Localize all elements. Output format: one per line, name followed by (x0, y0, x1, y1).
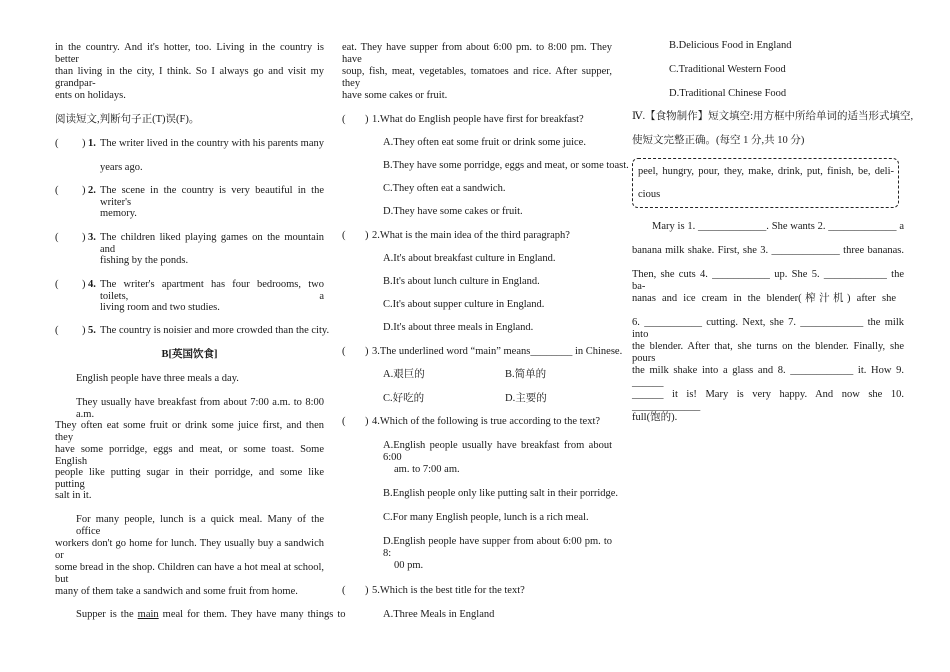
tf-question-cont: living room and two studies. (100, 302, 220, 313)
passage-text: Supper is the (76, 609, 138, 620)
tf-question-cont: memory. (100, 208, 137, 219)
answer-paren-close: ) (82, 325, 86, 336)
mc-option: D.Traditional Chinese Food (669, 88, 787, 99)
passage-line: people like putting sugar in their porridge, and some like putting (55, 467, 324, 490)
mc-option: A.Three Meals in England (383, 609, 495, 620)
cloze-line: nanas and ice cream in the blender(榨汁机) after she (632, 293, 896, 304)
mc-option: C.好吃的 (383, 393, 425, 404)
tf-question: The country is noisier and more crowded than the city. (100, 325, 330, 336)
mc-option-cont: am. to 7:00 am. (394, 464, 460, 475)
mc-option: D.English people have supper from about 6:00 pm. to 8: (383, 536, 612, 559)
answer-paren-open: ( (342, 346, 346, 357)
tf-question: The scene in the country is very beautiful in the writer's (100, 185, 324, 208)
mc-question: 2.What is the main idea of the third paragraph? (372, 230, 570, 241)
passage-line: For many people, lunch is a quick meal. Many of the office (76, 514, 324, 537)
answer-paren-close: ) (82, 279, 86, 290)
mc-option: D.They have some cakes or fruit. (383, 206, 523, 217)
mc-option: B.They have some porridge, eggs and meat, or some toast. (383, 160, 629, 171)
tf-question-number: 3. (88, 232, 96, 243)
answer-paren-close: ) (82, 138, 86, 149)
mc-option: D.It's about three meals in England. (383, 322, 534, 333)
tf-question: The writer's apartment has four bedrooms, two toilets, a (100, 279, 324, 302)
section-b-title: B[英国饮食] (161, 349, 218, 360)
mc-option: A.艰巨的 (383, 369, 425, 380)
mc-option: A.It's about breakfast culture in England. (383, 253, 556, 264)
mc-option: C.It's about supper culture in England. (383, 299, 545, 310)
cloze-line: full(饱的). (632, 412, 678, 423)
mc-question: 5.Which is the best title for the text? (372, 585, 525, 596)
answer-paren-close: ) (365, 346, 369, 357)
answer-paren-close: ) (82, 232, 86, 243)
mc-question: 4.Which of the following is true according to the text? (372, 416, 601, 427)
mc-option: A.They often eat some fruit or drink some juice. (383, 137, 586, 148)
mc-question: 3.The underlined word “main” means________ in Chinese. (372, 346, 623, 357)
word-bank-line: cious (638, 189, 661, 200)
section-4-title: Ⅳ.【食物制作】短文填空:用方框中所给单词的适当形式填空, (632, 111, 914, 122)
passage-text: meal for them. They have many things to (158, 609, 346, 620)
underlined-word: main (137, 609, 159, 620)
cloze-line: Mary is 1. _____________. She wants 2. _____________ a (652, 221, 904, 232)
mc-option: C.They often eat a sandwich. (383, 183, 506, 194)
intro-line: in the country. And it's hotter, too. Living in the country is better (55, 42, 324, 65)
mc-option: C.For many English people, lunch is a rich meal. (383, 512, 589, 523)
tf-question-number: 5. (88, 325, 96, 336)
tf-question-cont: fishing by the ponds. (100, 255, 189, 266)
passage-line: They often eat some fruit or drink some juice first, and then they (55, 420, 324, 443)
tf-question: The children liked playing games on the mountain and (100, 232, 324, 255)
passage-line (76, 609, 346, 621)
answer-paren-open: ( (55, 232, 59, 243)
tf-question-number: 4. (88, 279, 96, 290)
answer-paren-close: ) (365, 114, 369, 125)
section-4-instructions: 使短文完整正确。(每空 1 分,共 10 分) (632, 135, 805, 146)
answer-paren-close: ) (82, 185, 86, 196)
answer-paren-close: ) (365, 416, 369, 427)
passage-line: eat. They have supper from about 6:00 pm. to 8:00 pm. They have (342, 42, 612, 65)
passage-line: some bread in the shop. Children can have a hot meal at school, but (55, 562, 324, 585)
cloze-line: the blender. After that, she turns on the blender. Finally, she pours (632, 341, 904, 364)
mc-option: D.主要的 (505, 393, 547, 404)
answer-paren-open: ( (342, 230, 346, 241)
cloze-line: banana milk shake. First, she 3. _____________ three bananas. (632, 245, 904, 256)
passage-line: They usually have breakfast from about 7:00 a.m. to 8:00 a.m. (76, 397, 324, 420)
cloze-line: 6. ___________ cutting. Next, she 7. ____________ the milk into (632, 317, 904, 340)
passage-line: have some porridge, eggs and meat, or some toast. Some English (55, 444, 324, 467)
mc-option: B.It's about lunch culture in England. (383, 276, 540, 287)
answer-paren-open: ( (55, 185, 59, 196)
answer-paren-open: ( (55, 138, 59, 149)
passage-line: salt in it. (55, 490, 92, 501)
tf-question-cont: years ago. (100, 162, 143, 173)
answer-paren-open: ( (55, 279, 59, 290)
tf-question-number: 1. (88, 138, 96, 149)
answer-paren-open: ( (342, 416, 346, 427)
mc-option: A.English people usually have breakfast from about 6:00 (383, 440, 612, 463)
mc-question: 1.What do English people have first for breakfast? (372, 114, 584, 125)
answer-paren-close: ) (365, 230, 369, 241)
mc-option: B.English people only like putting salt in their porridge. (383, 488, 619, 499)
tf-question: The writer lived in the country with his parents many (100, 138, 324, 149)
mc-option: C.Traditional Western Food (669, 64, 786, 75)
passage-line: workers don't go home for lunch. They usually buy a sandwich or (55, 538, 324, 561)
passage-line: have some cakes or fruit. (342, 90, 448, 101)
answer-paren-open: ( (342, 114, 346, 125)
passage-line: many of them take a sandwich and some fruit from home. (55, 586, 298, 597)
intro-line: than living in the city, I think. So I always go and visit my grandpar- (55, 66, 324, 89)
mc-option: B.Delicious Food in England (669, 40, 792, 51)
mc-option-cont: 00 pm. (394, 560, 424, 571)
intro-line: ents on holidays. (55, 90, 126, 101)
passage-line: soup, fish, meat, vegetables, tomatoes and rice. After supper, they (342, 66, 612, 89)
tf-question-number: 2. (88, 185, 96, 196)
cloze-line: ______ it is! Mary is very happy. And now she 10. _____________ (632, 389, 904, 412)
cloze-line: the milk shake into a glass and 8. ____________ it. How 9. ______ (632, 365, 904, 388)
passage-line: English people have three meals a day. (76, 373, 239, 384)
answer-paren-close: ) (365, 585, 369, 596)
mc-option: B.简单的 (505, 369, 547, 380)
answer-paren-open: ( (342, 585, 346, 596)
tf-instructions: 阅读短文,判断句子正(T)误(F)。 (55, 114, 200, 125)
answer-paren-open: ( (55, 325, 59, 336)
word-bank-line: peel, hungry, pour, they, make, drink, put, finish, be, deli- (638, 166, 894, 177)
cloze-line: Then, she cuts 4. ___________ up. She 5. ____________ the ba- (632, 269, 904, 292)
